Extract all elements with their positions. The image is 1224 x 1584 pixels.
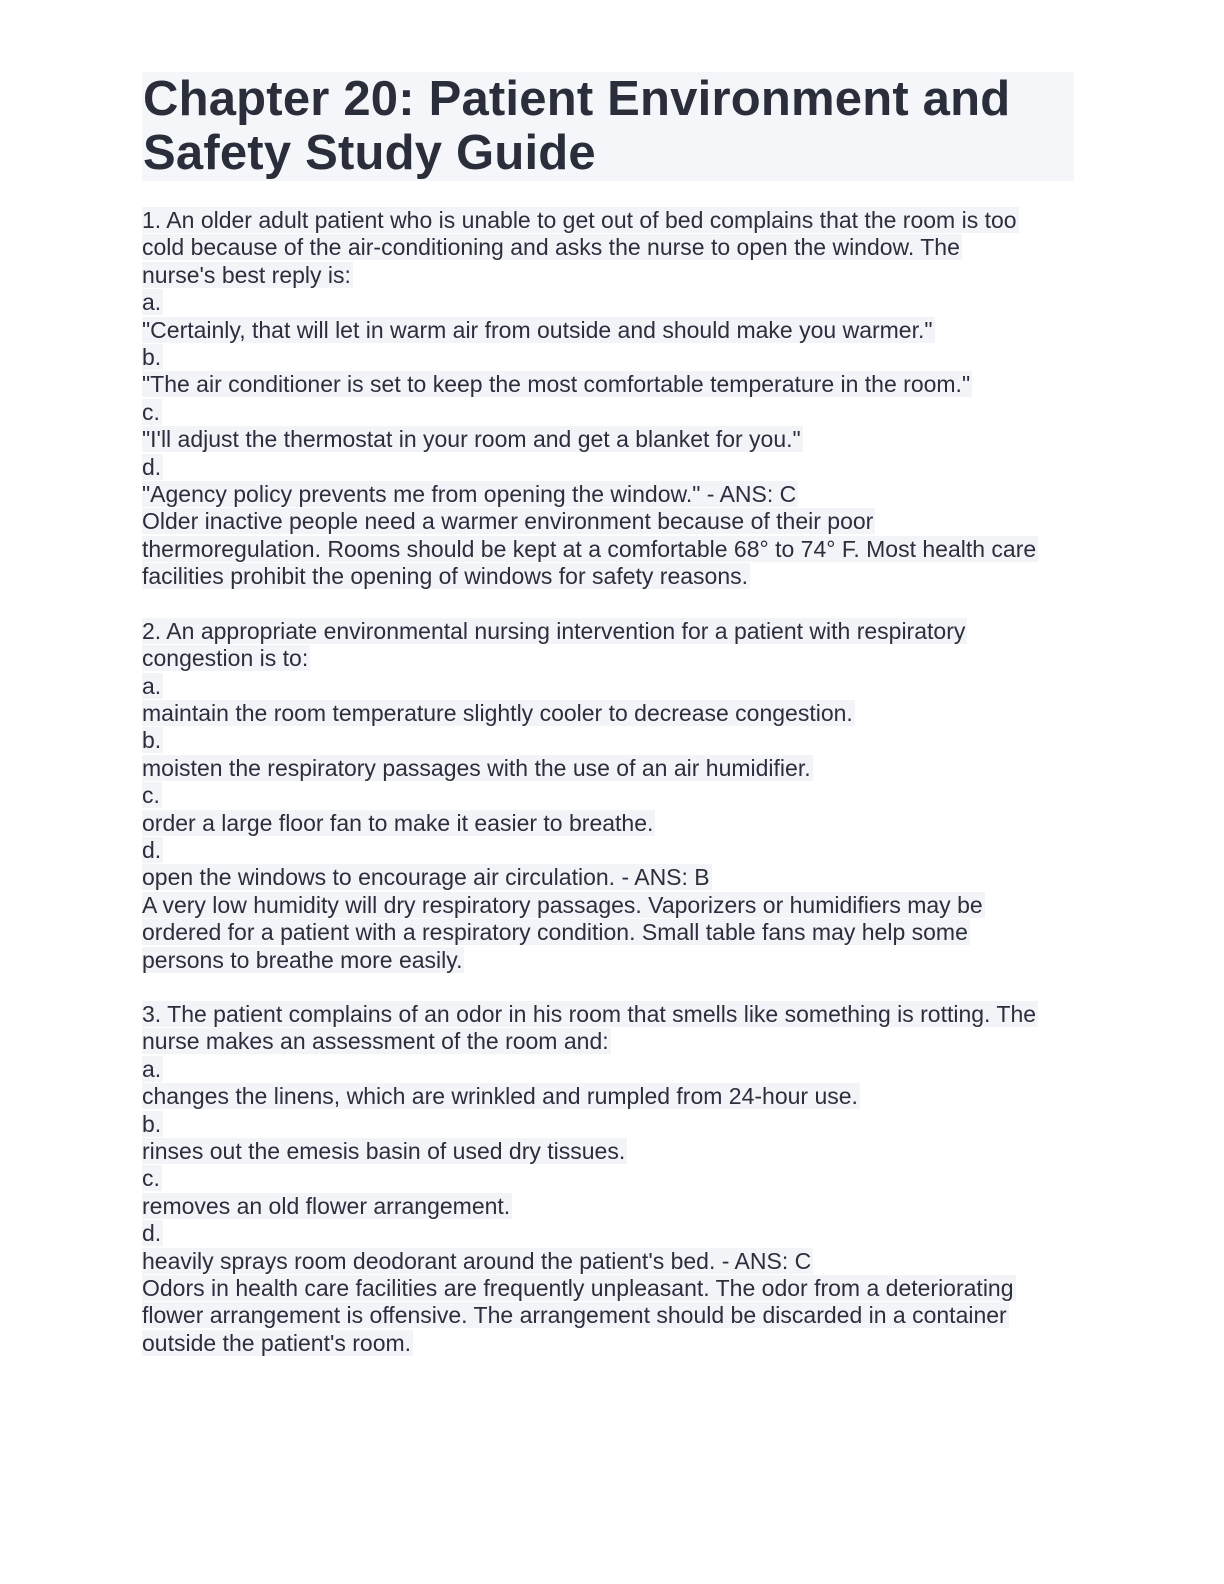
question-line [142, 618, 1074, 645]
question-line-text: Older inactive people need a warmer environment because of their poor [142, 508, 874, 535]
question-line-text: changes the linens, which are wrinkled and rumpled from 24-hour use. [142, 1083, 858, 1110]
question-line [142, 1165, 1074, 1192]
question-line [142, 454, 1074, 481]
question-line-text: A very low humidity will dry respiratory passages. Vaporizers or humidifiers may be [142, 891, 983, 918]
question-line-text: d. [142, 836, 162, 863]
question-line-text: open the windows to encourage air circulation. - ANS: B [142, 864, 710, 891]
question-line [142, 727, 1074, 754]
question-line-text: Odors in health care facilities are frequently unpleasant. The odor from a deteriorating [142, 1275, 1014, 1302]
question-line [142, 1248, 1074, 1275]
question-line [142, 892, 1074, 919]
question-list [142, 207, 1074, 1357]
title-line: Chapter 20: Patient Environment and [143, 72, 1011, 126]
question-line-text: nurse makes an assessment of the room and: [142, 1028, 609, 1055]
question-line-text: thermoregulation. Rooms should be kept at a comfortable 68° to 74° F. Most health care [142, 535, 1037, 562]
question-line-text: b. [142, 1110, 162, 1137]
question-line [142, 536, 1074, 563]
question-block [142, 1001, 1074, 1357]
question-line-text: c. [142, 1165, 160, 1192]
question-line [142, 810, 1074, 837]
question-line [142, 344, 1074, 371]
title-line: Safety Study Guide [143, 126, 596, 180]
question-line-text: "Agency policy prevents me from opening the window." - ANS: C [142, 481, 797, 508]
question-line [142, 481, 1074, 508]
question-line [142, 234, 1074, 261]
question-line-text: 2. An appropriate environmental nursing intervention for a patient with respiratory [142, 617, 966, 644]
question-line-text: d. [142, 1220, 162, 1247]
question-line-text: rinses out the emesis basin of used dry tissues. [142, 1138, 626, 1164]
question-line [142, 1028, 1074, 1055]
question-line-text: c. [142, 782, 160, 809]
page-title [142, 72, 1074, 181]
question-line [142, 508, 1074, 535]
question-line [142, 1001, 1074, 1028]
question-line [142, 262, 1074, 289]
question-line [142, 289, 1074, 316]
question-line [142, 864, 1074, 891]
question-line-text: "I'll adjust the thermostat in your room and get a blanket for you." [142, 426, 801, 453]
question-line [142, 1302, 1074, 1329]
question-line-text: removes an old flower arrangement. [142, 1192, 511, 1219]
question-line-text: nurse's best reply is: [142, 261, 351, 288]
question-line [142, 399, 1074, 426]
question-line [142, 1193, 1074, 1220]
question-line-text: maintain the room temperature slightly cooler to decrease congestion. [142, 699, 853, 726]
question-line [142, 1083, 1074, 1110]
question-line-text: congestion is to: [142, 645, 309, 672]
question-line [142, 207, 1074, 234]
question-line [142, 371, 1074, 398]
question-line-text: moisten the respiratory passages with the use of an air humidifier. [142, 754, 811, 781]
question-line-text: a. [142, 1055, 162, 1082]
question-line [142, 1056, 1074, 1083]
question-line-text: outside the patient's room. [142, 1329, 412, 1356]
question-line-text: flower arrangement is offensive. The arrangement should be discarded in a container [142, 1302, 1007, 1329]
document-page [142, 72, 1074, 1384]
question-line-text: "The air conditioner is set to keep the most comfortable temperature in the room." [142, 371, 971, 398]
question-line-text: heavily sprays room deodorant around the patient's bed. - ANS: C [142, 1247, 812, 1274]
question-line [142, 1138, 1074, 1165]
question-line [142, 673, 1074, 700]
question-line-text: ordered for a patient with a respiratory condition. Small table fans may help some [142, 919, 968, 946]
question-line [142, 1111, 1074, 1138]
question-line-text: c. [142, 398, 160, 425]
question-line [142, 782, 1074, 809]
question-line [142, 1220, 1074, 1247]
question-line-text: facilities prohibit the opening of windows for safety reasons. [142, 563, 748, 590]
question-line [142, 1330, 1074, 1357]
question-line-text: 1. An older adult patient who is unable to get out of bed complains that the room is too [142, 207, 1017, 233]
question-line [142, 919, 1074, 946]
question-line-text: "Certainly, that will let in warm air from outside and should make you warmer." [142, 316, 933, 343]
question-line-text: a. [142, 672, 162, 699]
question-line-text: persons to breathe more easily. [142, 946, 463, 973]
question-line-text: b. [142, 344, 162, 371]
question-line-text: 3. The patient complains of an odor in his room that smells like something is rotting. The [142, 1000, 1037, 1027]
question-line-text: b. [142, 727, 162, 754]
question-line [142, 755, 1074, 782]
question-line [142, 645, 1074, 672]
question-line [142, 426, 1074, 453]
question-line [142, 1275, 1074, 1302]
question-line [142, 947, 1074, 974]
question-block [142, 207, 1074, 591]
question-line [142, 837, 1074, 864]
question-line-text: order a large floor fan to make it easier to breathe. [142, 809, 654, 836]
question-line [142, 563, 1074, 590]
question-line [142, 317, 1074, 344]
question-line-text: d. [142, 453, 162, 480]
question-block [142, 618, 1074, 974]
question-line-text: cold because of the air-conditioning and asks the nurse to open the window. The [142, 234, 960, 261]
question-line [142, 700, 1074, 727]
question-line-text: a. [142, 289, 162, 316]
